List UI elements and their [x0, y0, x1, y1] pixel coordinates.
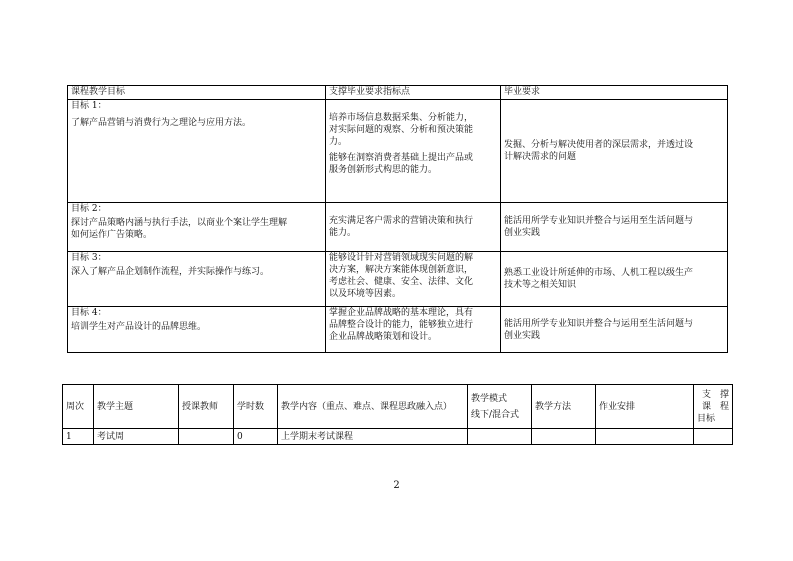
header-support-goal [694, 385, 733, 429]
support-goal-cell [694, 429, 733, 445]
header-course-goal: 课程教学目标 [68, 86, 326, 100]
requirement-cell [501, 307, 728, 353]
goal-cell [68, 307, 326, 353]
objective-row [68, 203, 728, 252]
goal-text: 培训学生对产品设计的品牌思维。 [71, 322, 207, 332]
goal-title: 目标 2： [71, 204, 107, 214]
requirement-cell [501, 203, 728, 252]
requirement-line: 创业实践 [504, 228, 541, 238]
goal-text: 深入了解产品企划制作流程，并实际操作与练习。 [71, 267, 270, 277]
page-number: 2 [393, 480, 400, 491]
mode-cell [468, 429, 532, 445]
support-line: 以及环境等因素。 [329, 289, 402, 299]
header-support-indicator: 支撑毕业要求指标点 [326, 86, 501, 100]
topic-cell: 考试周 [94, 429, 179, 445]
support-line: 培养市场信息数据采集、分析能力， [329, 113, 474, 123]
header-mode-line: 线下/混合式 [471, 409, 520, 420]
goal-title: 目标 4： [71, 308, 107, 318]
support-line: 掌握企业品牌战略的基本理论，具有 [329, 308, 474, 318]
requirement-line: 熟悉工业设计所延伸的市场、人机工程以级生产 [504, 268, 694, 278]
requirement-line: 创业实践 [504, 330, 541, 341]
header-mode-line: 教学模式 [471, 393, 508, 404]
objective-row [68, 252, 728, 307]
support-line: 服务创新形式构思的能力。 [329, 165, 438, 175]
support-line: 品牌整合设计的能力，能够独立进行 [329, 320, 474, 330]
requirement-line: 计解决需求的问题 [504, 152, 577, 162]
goal-title: 目标 1： [71, 101, 107, 111]
course-objectives-table [67, 85, 728, 353]
header-mode [468, 385, 532, 429]
week-cell: 1 [63, 429, 94, 445]
goal-cell [68, 203, 326, 252]
requirement-line: 能活用所学专业知识并整合与运用至生活问题与 [504, 318, 694, 329]
table-row [63, 429, 733, 445]
header-hours: 学时数 [234, 385, 278, 429]
support-line: 充实满足客户需求的营销决策和执行 [329, 216, 474, 226]
homework-cell [596, 429, 694, 445]
goal-cell [68, 252, 326, 307]
support-line: 对实际问题的观察、分析和预决策能 [329, 125, 474, 135]
requirement-cell [501, 100, 728, 203]
header-support-line: 课 程 [701, 401, 729, 412]
support-line: 决方案，解决方案能体现创新意识， [329, 265, 474, 275]
header-method: 教学方法 [532, 385, 596, 429]
objectives-header-row [68, 86, 728, 100]
teacher-cell [179, 429, 234, 445]
support-line: 力。 [329, 137, 348, 147]
teaching-schedule-table [62, 384, 733, 445]
goal-text: 了解产品营销与消费行为之理论与应用方法。 [71, 118, 252, 128]
header-teacher: 授课教师 [179, 385, 234, 429]
method-cell [532, 429, 596, 445]
support-cell [326, 203, 501, 252]
support-cell [326, 100, 501, 203]
support-line: 企业品牌战略策划和设计。 [329, 332, 438, 342]
goal-title: 目标 3： [71, 253, 107, 263]
header-week: 周次 [63, 385, 94, 429]
goal-text: 如何运作广告策略。 [71, 230, 153, 240]
requirement-line: 发掘、分析与解决使用者的深层需求，并透过设 [504, 140, 694, 150]
header-content: 教学内容（重点、难点、课程思政融入点） [278, 385, 468, 429]
objective-row [68, 100, 728, 203]
content-cell: 上学期末考试课程 [278, 429, 468, 445]
goal-text: 探讨产品策略内涵与执行手法，以商业个案让学生理解 [71, 218, 288, 228]
support-line: 能力。 [329, 228, 357, 238]
support-line: 考虑社会、健康、安全、法律、文化 [329, 277, 474, 287]
support-line: 能够在洞察消费者基础上提出产品或 [329, 153, 474, 163]
requirement-line: 技术等之相关知识 [504, 280, 577, 290]
schedule-header-row [63, 385, 733, 429]
header-homework: 作业安排 [596, 385, 694, 429]
requirement-line: 能活用所学专业知识并整合与运用至生活问题与 [504, 216, 694, 226]
header-support-line: 支 撑 [701, 389, 729, 400]
objective-row [68, 307, 728, 353]
header-support-line: 目标 [697, 413, 716, 424]
goal-cell [68, 100, 326, 203]
hours-cell: 0 [234, 429, 278, 445]
header-graduation-requirement: 毕业要求 [501, 86, 728, 100]
support-line: 能够设计针对营销领域现实问题的解 [329, 253, 474, 263]
support-cell [326, 252, 501, 307]
support-cell [326, 307, 501, 353]
requirement-cell [501, 252, 728, 307]
header-topic: 教学主题 [94, 385, 179, 429]
